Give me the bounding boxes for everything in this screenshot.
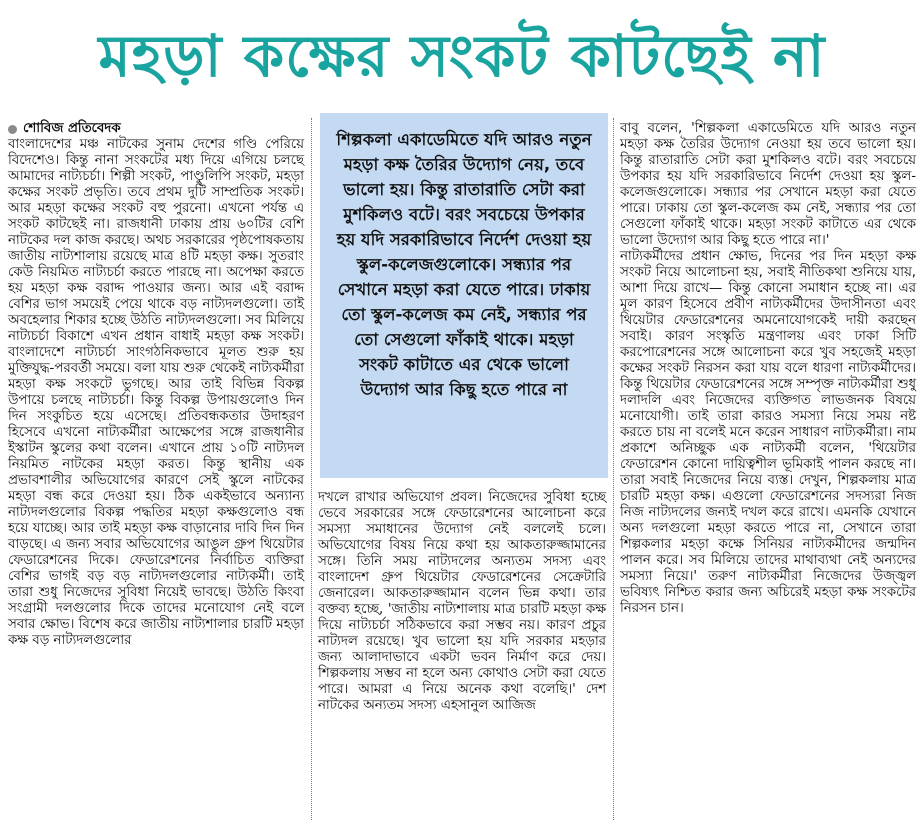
article-column-2 — [318, 490, 606, 714]
pull-quote-box — [320, 113, 608, 478]
column-2-text: দখলে রাখার অভিযোগ প্রবল। নিজেদের সুবিধা হচ্ছে ভেবে সরকারের সঙ্গে ফেডারেশনের আলোচনা করে সমস্যা সমাধানের উদ্যোগ নেই বললেই চলে। অভিযোগের বিষয় নিয়ে কথা হয় আকতারুজ্জামানের সঙ্গে। তিনি সময় নাট্যদলের অন্যতম সদস্য এবং বাংলাদেশ গ্রুপ থিয়েটার ফেডারেশনের সেক্রেটারি জেনারেল। আকতারুজ্জামান বলেন ভিন্ন কথা। তার বক্তব্য হচ্ছে, 'জাতীয় নাট্যশালায় মাত্র চারটি মহড়া কক্ষ দিয়ে নাট্যচর্চা সঠিকভাবে করা সম্ভব নয়। কারণ প্রচুর নাট্যদল রয়েছে। খুব ভালো হয় যদি সরকার মহড়ার জন্য আলাদাভাবে একটা ভবন নির্মাণ করে দেয়। শিল্পকলায় সম্ভব না হলে অন্য কোথাও সেটা করা যেতে পারে। আমরা এ নিয়ে অনেক কথা বলেছি।' দেশ নাটকের অন্যতম সদস্য এহসানুল আজিজ — [318, 490, 606, 713]
article-column-3 — [620, 121, 916, 617]
column-3-text-part-1: বাবু বলেন, 'শিল্পকলা একাডেমিতে যদি আরও নতুন মহড়া কক্ষ তৈরির উদ্যোগ নেওয়া হয় তবে ভালো হয়। কিন্তু রাতারাতি সেটা করা মুশকিলও বটে। বরং সবচেয়ে উপকার হয় যদি সরকারিভাবে নির্দেশ দেওয়া হয় স্কুল-কলেজগুলোকে। সন্ধ্যার পর সেখানে মহড়া করা যেতে পারে। ঢাকায় তো স্কুল-কলেজ কম নেই, সন্ধ্যার পর তো সেগুলো ফাঁকাই থাকে। মহড়া সংকট কাটাতে এর থেকে ভালো উদ্যোগ আর কিছু হতে পারে না।' — [620, 121, 916, 248]
article-column-1 — [8, 121, 304, 649]
column-divider — [613, 118, 614, 820]
column-3-text-part-2: নাট্যকর্মীদের প্রধান ক্ষোভ, দিনের পর দিন মহড়া কক্ষ সংকট নিয়ে আলোচনা হয়, সবাই নীতিকথা শুনিয়ে যায়, আশা দিয়ে রাখে— কিন্তু কোনো সমাধান হচ্ছে না। এর মূল কারণ হিসেবে প্রবীণ নাট্যকর্মীদের উদাসীনতা এবং থিয়েটার ফেডারেশনের অমনোযোগকেই দায়ী করছেন সবাই। কারণ সংস্কৃতি মন্ত্রণালয় এবং ঢাকা সিটি করপোরেশনের সঙ্গে আলোচনা করে খুব সহজেই মহড়া কক্ষের সংকট নিরসন করা যায় বলে ধারণা নাট্যকর্মীদের। কিন্তু থিয়েটার ফেডারেশনের সঙ্গে সম্পৃক্ত নাট্যকর্মীরা শুধু দলাদলি এবং নিজেদের ব্যক্তিগত লাভজনক বিষয়ে মনোযোগী। তাই তারা কারও সমস্যা নিয়ে সময় নষ্ট করতে চায় না বলেই মনে করেন সাধারণ নাট্যকর্মীরা। নাম প্রকাশে অনিচ্ছুক এক নাট্যকর্মী বলেন, 'থিয়েটার ফেডারেশন কোনো দায়িত্বশীল ভূমিকাই পালন করছে না। তারা সবাই নিজেদের নিয়ে ব্যস্ত। দেখুন, শিল্পকলায় মাত্র চারটি মহড়া কক্ষ। এগুলো ফেডারেশনের সদস্যরা নিজ নিজ নাট্যদলের জন্যই দখল করে রাখে। এমনকি যেখানে অন্য দলগুলো মহড়া করতে পারে না, সেখানে তারা শিল্পকলার মহড়া কক্ষে সিনিয়র নাট্যকর্মীদের জন্মদিন পালন করে। সব মিলিয়ে তাদের মাথাব্যথা নেই অন্যদের সমস্যা নিয়ে।' তরুণ নাট্যকর্মীরা নিজেদের উজ্জ্বল ভবিষ্যৎ নিশ্চিত করার জন্য অচিরেই মহড়া কক্ষ সংকটের নিরসন চান। — [620, 249, 916, 616]
bullet-icon — [8, 125, 17, 134]
byline-text: শোবিজ প্রতিবেদক — [23, 121, 121, 136]
pull-quote-text: শিল্পকলা একাডেমিতে যদি আরও নতুন মহড়া কক্ষ তৈরির উদ্যোগ নেয়, তবে ভালো হয়। কিন্তু রাতারাতি সেটা করা মুশকিলও বটে। বরং সবচেয়ে উপকার হয় যদি সরকারিভাবে নির্দেশ দেওয়া হয় স্কুল-কলেজগুলোকে। সন্ধ্যার পর সেখানে মহড়া করা যেতে পারে। ঢাকায় তো স্কুল-কলেজ কম নেই, সন্ধ্যার পর তো সেগুলো ফাঁকাই থাকে। মহড়া সংকট কাটাতে এর থেকে ভালো উদ্যোগ আর কিছু হতে পারে না — [336, 130, 592, 399]
column-1-text: বাংলাদেশের মঞ্চ নাটকের সুনাম দেশের গণ্ডি পেরিয়ে বিদেশেও। কিন্তু নানা সংকটের মধ্য দিয়ে এগিয়ে চলছে আমাদের নাট্যচর্চা। শিল্পী সংকট, পাণ্ডুলিপি সংকট, মহড়া কক্ষের সংকট প্রভৃতি। তবে প্রথম দুটি সাম্প্রতিক সংকট। আর মহড়া কক্ষের সংকট বহু পুরনো। এখনো পর্যন্ত এ সংকট কাটছেই না। রাজধানী ঢাকায় প্রায় ৬০টির বেশি নাটকের দল কাজ করছে। অথচ সরকারের পৃষ্ঠপোষকতায় জাতীয় নাট্যশালায় রয়েছে মাত্র ৪টি মহড়া কক্ষ। সুতরাং কেউ নিয়মিত নাট্যচর্চা করতে পারছে না। অপেক্ষা করতে হয় মহড়া কক্ষ বরাদ্দ পাওয়ার জন্য। আর এই বরাদ্দ বেশির ভাগ সময়েই পেয়ে থাকে বড় নাট্যদলগুলো। তাই অবহেলার শিকার হচ্ছে উঠতি নাট্যদলগুলো। সব মিলিয়ে নাট্যচর্চা বিকাশে এখন প্রধান বাধাই মহড়া কক্ষ সংকট। বাংলাদেশে নাট্যচর্চা সাংগঠনিকভাবে মূলত শুরু হয় মুক্তিযুদ্ধ-পরবর্তী সময়ে। বলা যায় শুরু থেকেই নাট্যকর্মীরা মহড়া কক্ষ সংকটে ভুগছে। আর তাই বিভিন্ন বিকল্প উপায়ে চলছে নাট্যচর্চা। কিন্তু বিকল্প উপায়গুলোও দিন দিন সংকুচিত হয়ে এসেছে। প্রতিবন্ধকতার উদাহরণ হিসেবে এখনো নাট্যকর্মীরা আক্ষেপের সঙ্গে রাজধানীর ইস্কাটন স্কুলের কথা বলেন। এখানে প্রায় ১০টি নাট্যদল নিয়মিত নাটকের মহড়া করত। কিন্তু স্থানীয় এক প্রভাবশালীর অভিযোগের কারণে সেই স্কুলে নাটকের মহড়া বন্ধ করে দেওয়া হয়। ঠিক একইভাবে অন্যান্য নাট্যদলগুলোর বিকল্প পদ্ধতির মহড়া কক্ষগুলোও বন্ধ হয়ে যাচ্ছে। আর তাই মহড়া কক্ষ বাড়ানোর দাবি দিন দিন বাড়ছে। এ জন্য সবার অভিযোগের আঙুল গ্রুপ থিয়েটার ফেডারেশনের দিকে। ফেডারেশনের নির্বাচিত ব্যক্তিরা বেশির ভাগই বড় বড় নাট্যদলগুলোর নাট্যকর্মী। তাই তারা শুধু নিজেদের সুবিধা নিয়েই ভাবছে। উঠতি কিংবা সংগ্রামী দলগুলোর দিকে তাদের মনোযোগ নেই বলে সবার ক্ষোভ। বিশেষ করে জাতীয় নাট্যশালার চারটি মহড়া কক্ষ বড় নাট্যদলগুলোর — [8, 137, 304, 648]
byline — [8, 121, 304, 137]
headline: মহড়া কক্ষের সংকট কাটছেই না — [98, 22, 826, 90]
column-divider — [311, 118, 312, 820]
